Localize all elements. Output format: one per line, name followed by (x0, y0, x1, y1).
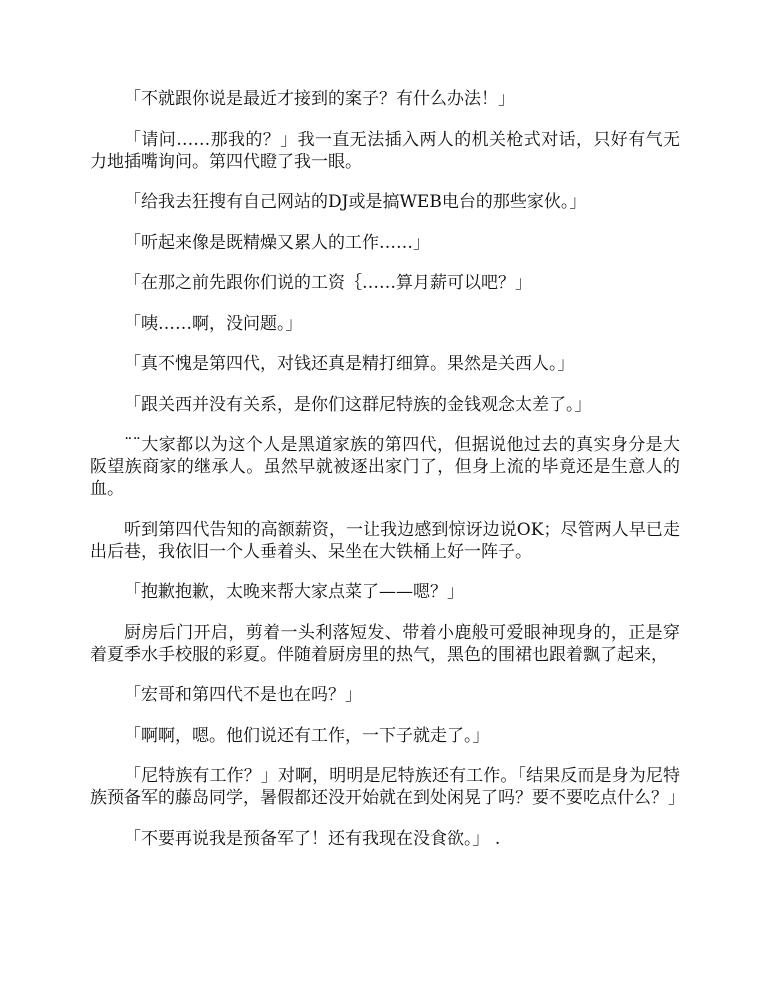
paragraph-4: 「听起来像是既精燥又累人的工作……」 (124, 232, 430, 253)
paragraph-1: 「不就跟你说是最近才接到的案子？有什么办法！」 (124, 89, 515, 109)
paragraph-12: 厨房后门开启，剪着一头利落短发、带着小鹿般可爱眼神现身的，正是穿着夏季水手校服的彩夏。伴随着厨房里的热气，黑色的围裙也跟着飘了起来， (90, 622, 680, 665)
paragraph-13: 「宏哥和第四代不是也在吗？」 (124, 685, 362, 705)
paragraph-2: 「请问……那我的？」我一直无法插入两人的机关枪式对话，只好有气无力地插嘴询问。第四代瞪了我一眼。 (90, 129, 680, 172)
paragraph-9: ¨¨大家都以为这个人是黑道家族的第四代，但据说他过去的真实身分是大阪望族商家的继承人。虽然早就被逐出家门了，但身上流的毕竟还是生意人的血。 (90, 435, 680, 499)
paragraph-8: 「跟关西并没有关系，是你们这群尼特族的金钱观念太差了。」 (124, 394, 592, 415)
paragraph-10: 听到第四代告知的高额薪资，一让我边感到惊讶边说OK；尽管两人早已走出后巷，我依旧一个人垂着头、呆坐在大铁桶上好一阵子。 (90, 519, 680, 562)
paragraph-6: 「咦……啊，没问题。」 (124, 313, 303, 334)
novel-page (90, 88, 685, 868)
paragraph-16: 「不要再说我是预备军了！还有我现在没食欲。」 . (124, 828, 501, 849)
paragraph-11: 「抱歉抱歉，太晚来帮大家点菜了——嗯？」 (124, 582, 464, 602)
paragraph-5: 「在那之前先跟你们说的工资｛……算月薪可以吧？」 (124, 273, 532, 293)
paragraph-14: 「啊啊，嗯。他们说还有工作，一下子就走了。」 (124, 725, 490, 746)
paragraph-15: 「尼特族有工作？」对啊，明明是尼特族还有工作。「结果反而是身为尼特族预备军的藤岛同学，暑假都还没开始就在到处闲晃了吗？要不要吃点什么？」 (90, 766, 685, 808)
paragraph-3: 「给我去狂搜有自己网站的DJ或是搞WEB电台的那些家伙。」 (124, 192, 587, 212)
paragraph-7: 「真不愧是第四代，对钱还真是精打细算。果然是关西人。」 (124, 354, 575, 374)
